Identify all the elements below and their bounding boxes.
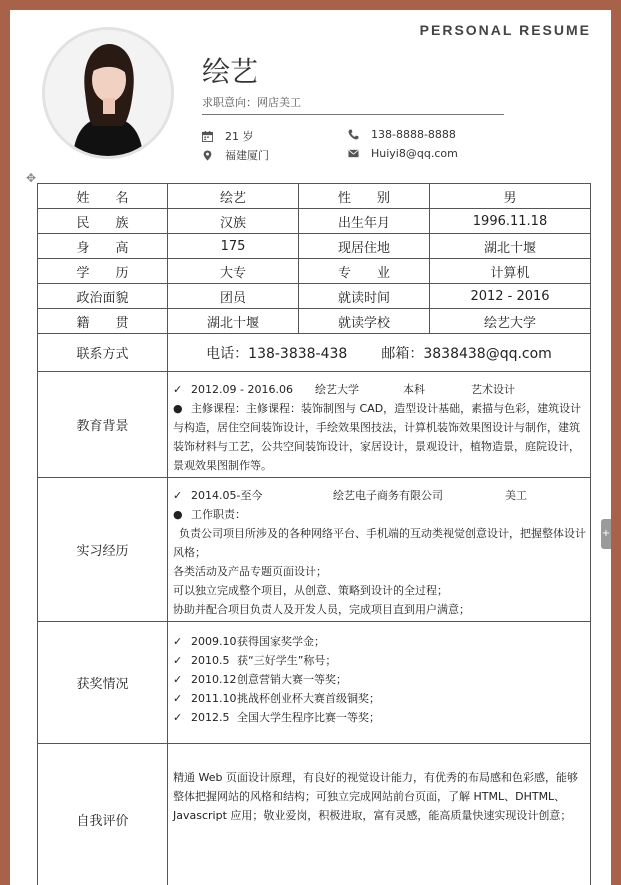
field-label: 就读学校 <box>299 309 430 334</box>
field-value: 计算机 <box>430 259 591 284</box>
location-text: 福建厦门 <box>225 149 269 162</box>
field-label: 身 高 <box>38 234 168 259</box>
education-major: 艺术设计 <box>471 383 515 396</box>
field-value: 湖北十堰 <box>168 309 299 334</box>
education-period: 2012.09 - 2016.06 <box>191 383 293 396</box>
age-text: 21 岁 <box>225 130 254 143</box>
email-text: Huiyi8@qq.com <box>371 147 458 160</box>
field-label: 性 别 <box>299 184 430 209</box>
bullet-icon: ● <box>173 508 183 521</box>
duty-line: 各类活动及产品专题页面设计； <box>173 565 327 578</box>
table-row <box>38 209 591 234</box>
self-eval-row <box>38 744 591 885</box>
phone-text: 138-8888-8888 <box>371 128 456 141</box>
internship-label: 实习经历 <box>38 478 168 622</box>
award-item: ✓ 2011.10挑战杯创业杯大赛首级铜奖； <box>173 689 586 708</box>
calendar-icon <box>202 131 213 142</box>
avatar <box>42 27 174 159</box>
education-school: 绘艺大学 <box>315 383 359 396</box>
field-value: 绘艺 <box>168 184 299 209</box>
awards-label: 获奖情况 <box>38 622 168 744</box>
internship-row <box>38 478 591 622</box>
field-value: 大专 <box>168 259 299 284</box>
location-icon <box>202 150 213 161</box>
internship-role: 美工 <box>505 489 527 502</box>
field-value: 汉族 <box>168 209 299 234</box>
location-info <box>202 147 269 163</box>
duty-line: 负责公司项目所涉及的各种网络平台、手机端的互动类视觉创意设计，把握整体设计风格； <box>173 527 586 559</box>
field-label: 专 业 <box>299 259 430 284</box>
field-label: 籍 贯 <box>38 309 168 334</box>
award-item: ✓ 2010.12创意营销大赛一等奖； <box>173 670 586 689</box>
contact-values <box>168 334 591 372</box>
field-value: 男 <box>430 184 591 209</box>
field-label: 出生年月 <box>299 209 430 234</box>
check-icon: ✓ <box>173 635 183 648</box>
email-info <box>348 147 458 160</box>
candidate-name: 绘艺 <box>202 55 259 88</box>
field-value: 湖北十堰 <box>430 234 591 259</box>
table-row <box>38 259 591 284</box>
field-label: 政治面貌 <box>38 284 168 309</box>
table-row <box>38 234 591 259</box>
move-handle-icon[interactable]: ✥ <box>26 171 37 185</box>
duty-line: 协助并配合项目负责人及开发人员，完成项目直到用户满意； <box>173 603 470 616</box>
education-courses: 主修课程：主修课程：装饰制图与 CAD，造型设计基础，素描与色彩，建筑设计与构造，居住空间装饰设计，手绘效果图技法，计算机装饰效果图设计与制作，建筑装饰材料与工艺，公共空间装饰设计，家居设计，景观设计，植物造景，庭院设计，景观效果图制作等。 <box>173 402 582 472</box>
check-icon: ✓ <box>173 711 183 724</box>
check-icon: ✓ <box>173 489 183 502</box>
field-value: 1996.11.18 <box>430 209 591 234</box>
self-eval-content <box>168 744 591 885</box>
internship-company: 绘艺电子商务有限公司 <box>333 489 443 502</box>
check-icon: ✓ <box>173 673 183 686</box>
contact-phone: 电话：138-3838-438 <box>206 345 348 362</box>
check-icon: ✓ <box>173 383 183 396</box>
field-label: 学 历 <box>38 259 168 284</box>
self-eval-label: 自我评价 <box>38 744 168 885</box>
header-divider <box>202 114 504 115</box>
education-degree: 本科 <box>403 383 425 396</box>
awards-content <box>168 622 591 744</box>
award-item: ✓ 2009.10获得国家奖学金； <box>173 632 586 651</box>
internship-content <box>168 478 591 622</box>
field-label: 就读时间 <box>299 284 430 309</box>
check-icon: ✓ <box>173 692 183 705</box>
table-row <box>38 284 591 309</box>
internship-period: 2014.05-至今 <box>191 489 263 502</box>
awards-row <box>38 622 591 744</box>
field-value: 绘艺大学 <box>430 309 591 334</box>
award-item: ✓ 2010.5 获“三好学生”称号； <box>173 651 586 670</box>
field-value: 团员 <box>168 284 299 309</box>
education-content <box>168 372 591 478</box>
internship-duty-title: 工作职责： <box>191 508 246 521</box>
education-label: 教育背景 <box>38 372 168 478</box>
field-label: 民 族 <box>38 209 168 234</box>
contact-row <box>38 334 591 372</box>
phone-info <box>348 128 456 141</box>
table-row <box>38 184 591 209</box>
expand-handle-icon[interactable]: + <box>601 519 611 549</box>
resume-table <box>37 183 591 885</box>
award-item: ✓ 2012.5 全国大学生程序比赛一等奖； <box>173 708 586 727</box>
age-info <box>202 128 254 144</box>
duty-line: 可以独立完成整个项目，从创意、策略到设计的全过程； <box>173 584 448 597</box>
self-eval-text: 精通 Web 页面设计原理，有良好的视觉设计能力，有优秀的布局感和色彩感，能够整体把握网站的风格和结构；可独立完成网站前台页面，了解 HTML、DHTML、Javascript 应用；敬业爱岗，积极进取，富有灵感，能高质量快速实现设计创意； <box>173 771 578 822</box>
contact-label: 联系方式 <box>38 334 168 372</box>
table-row <box>38 309 591 334</box>
check-icon: ✓ <box>173 654 183 667</box>
field-label: 现居住地 <box>299 234 430 259</box>
phone-icon <box>348 129 359 140</box>
field-value: 175 <box>168 234 299 259</box>
bullet-icon: ● <box>173 402 183 415</box>
resume-page <box>10 10 611 885</box>
education-row <box>38 372 591 478</box>
contact-email: 邮箱：3838438@qq.com <box>381 345 552 362</box>
banner-title: PERSONAL RESUME <box>419 22 591 38</box>
field-label: 姓 名 <box>38 184 168 209</box>
field-value: 2012 - 2016 <box>430 284 591 309</box>
email-icon <box>348 148 359 159</box>
job-intent: 求职意向：网店美工 <box>202 96 301 109</box>
